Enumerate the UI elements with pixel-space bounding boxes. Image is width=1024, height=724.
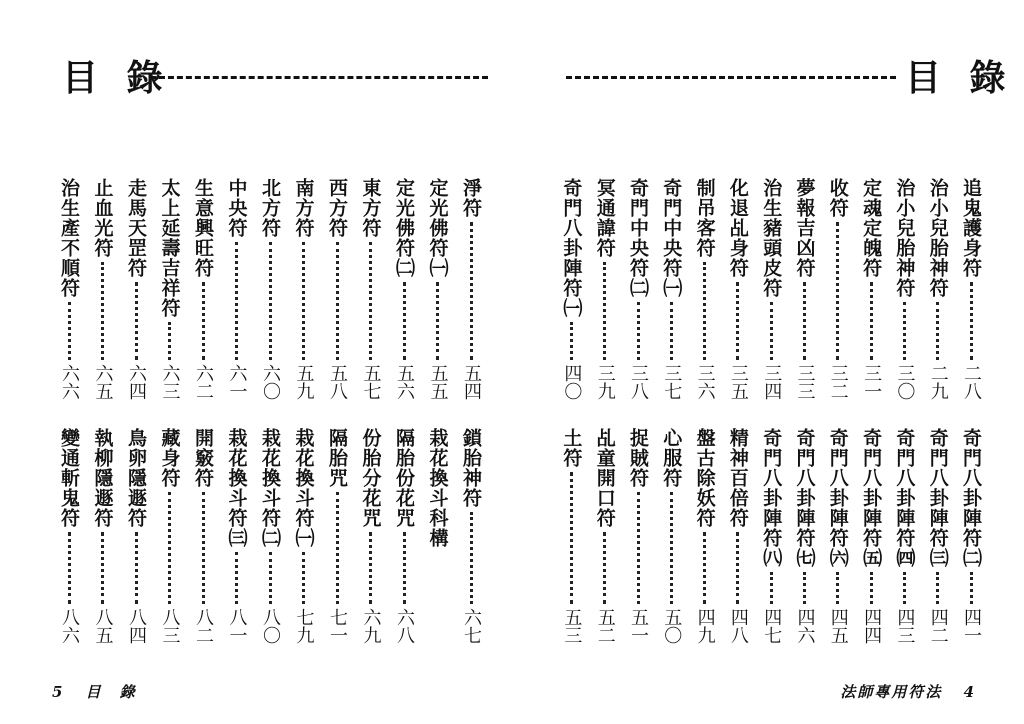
toc-entry-page: 四八 — [727, 608, 749, 644]
toc-dot-leader — [336, 492, 339, 604]
left-footer — [52, 681, 137, 702]
toc-entry — [890, 428, 918, 644]
toc-entry-title: 變通斬鬼符 — [58, 428, 80, 528]
toc-entry-title: 藏身符 — [158, 428, 181, 488]
toc-entry-title: 鎖胎神符 — [460, 428, 482, 508]
toc-entry-page: 五三 — [561, 608, 583, 644]
toc-entry-title: 栽花換斗科構 — [426, 428, 449, 548]
toc-entry-title: 隔胎份花咒 — [393, 428, 415, 528]
toc-entry-title: 執柳隱遯符 — [91, 428, 114, 528]
toc-entry — [791, 178, 819, 400]
toc-entry-title: 東方符 — [359, 178, 382, 238]
toc-entry — [189, 178, 217, 400]
toc-entry-title: 土符 — [560, 428, 583, 468]
toc-entry — [424, 178, 452, 400]
left-footer-label: 目 錄 — [85, 683, 137, 701]
toc-dot-leader — [168, 492, 171, 604]
toc-dot-leader — [436, 282, 439, 360]
toc-dot-leader — [101, 262, 104, 360]
toc-entry-title: 走馬天罡符 — [125, 178, 147, 278]
toc-entry — [957, 178, 985, 400]
toc-dot-leader — [903, 572, 906, 604]
toc-entry-page: 五二 — [594, 608, 616, 644]
toc-entry-page: 三七 — [661, 364, 683, 400]
toc-entry-page: 三三 — [794, 364, 816, 400]
toc-entry-page: 四一 — [961, 608, 982, 644]
toc-entry-page: 六〇 — [260, 364, 281, 400]
toc-entry — [957, 428, 985, 644]
toc-dot-leader — [836, 572, 839, 604]
toc-entry-title: 奇門八卦陣符㈣ — [893, 428, 916, 568]
toc-entry-title: 定光佛符㈠ — [426, 178, 449, 278]
right-page-heading: 目 錄 — [905, 57, 1014, 99]
toc-entry-page: 四七 — [761, 608, 783, 644]
toc-entry-title: 奇門八卦陣符㈦ — [793, 428, 816, 568]
toc-entry-title: 份胎分花咒 — [359, 428, 382, 528]
toc-entry-title: 太上延壽吉祥符 — [158, 178, 181, 318]
toc-entry — [624, 428, 652, 644]
toc-dot-leader — [637, 302, 640, 360]
toc-entry-title: 治生豬頭皮符 — [760, 178, 783, 298]
toc-dot-leader — [870, 282, 873, 360]
toc-entry-title: 追鬼護身符 — [960, 178, 982, 278]
toc-dot-leader — [703, 532, 706, 604]
toc-entry-page: 四三 — [894, 608, 916, 644]
toc-entry-title: 收符 — [826, 178, 849, 218]
toc-entry-title: 西方符 — [326, 178, 348, 238]
toc-entry-page: 二八 — [961, 364, 982, 400]
toc-dot-leader — [736, 532, 739, 604]
toc-dot-leader — [135, 532, 138, 604]
toc-entry — [624, 178, 652, 400]
toc-entry — [357, 428, 385, 644]
toc-entry-page: 五五 — [427, 364, 449, 400]
toc-dot-leader — [936, 302, 939, 360]
toc-entry-page: 六八 — [394, 608, 415, 644]
toc-entry-title: 中央符 — [225, 178, 248, 238]
toc-dot-leader — [68, 532, 71, 604]
toc-entry-title: 開竅符 — [192, 428, 214, 488]
toc-entry-page: 三八 — [628, 364, 649, 400]
toc-entry-page: 七九 — [293, 608, 315, 644]
toc-dot-leader — [870, 572, 873, 604]
toc-entry-title: 乩童開口符 — [593, 428, 616, 528]
toc-entry-title: 奇門八卦陣符㈤ — [860, 428, 883, 568]
toc-entry — [457, 428, 485, 644]
toc-entry-page: 二九 — [927, 364, 949, 400]
toc-dot-leader — [736, 282, 739, 360]
toc-entry-page: 八六 — [59, 608, 80, 644]
toc-dot-leader — [936, 572, 939, 604]
toc-dot-leader — [970, 572, 973, 604]
toc-entry-title: 奇門中央符㈠ — [660, 178, 683, 298]
right-heading-rule — [566, 76, 896, 79]
toc-entry — [857, 428, 885, 644]
right-footer-page-number: 4 — [963, 683, 976, 701]
toc-entry — [457, 178, 485, 400]
right-footer — [840, 681, 976, 702]
toc-entry-title: 奇門八卦陣符㈠ — [560, 178, 583, 318]
left-heading-rule — [150, 76, 488, 79]
toc-entry-title: 奇門中央符㈡ — [627, 178, 649, 298]
toc-entry — [323, 428, 351, 644]
toc-entry — [657, 178, 685, 400]
toc-dot-leader — [570, 322, 573, 360]
toc-entry — [757, 428, 785, 644]
toc-entry — [824, 428, 852, 644]
toc-entry-title: 治小兒胎神符 — [893, 178, 916, 298]
toc-entry-page: 三九 — [594, 364, 616, 400]
toc-entry-page: 八二 — [193, 608, 214, 644]
toc-entry — [724, 178, 752, 400]
toc-entry-page: 三〇 — [894, 364, 916, 400]
toc-dot-leader — [168, 322, 171, 360]
toc-entry — [290, 428, 318, 644]
toc-dot-leader — [770, 572, 773, 604]
toc-entry — [55, 428, 83, 644]
toc-entry-title: 奇門八卦陣符㈥ — [826, 428, 849, 568]
toc-entry — [390, 178, 418, 400]
toc-entry — [591, 428, 619, 644]
toc-entry-page: 六二 — [193, 364, 214, 400]
toc-entry-title: 南方符 — [292, 178, 315, 238]
toc-entry-title: 鳥卵隱遯符 — [125, 428, 147, 528]
toc-entry-title: 栽花換斗符㈡ — [259, 428, 281, 548]
toc-dot-leader — [403, 282, 406, 360]
toc-dot-leader — [135, 282, 138, 360]
toc-dot-leader — [369, 532, 372, 604]
toc-entry-page: 六三 — [159, 364, 181, 400]
toc-entry-page: 六九 — [360, 608, 382, 644]
toc-entry-page: 七一 — [327, 608, 348, 644]
toc-entry — [122, 178, 150, 400]
toc-entry-page: 三二 — [827, 364, 849, 400]
toc-dot-leader — [302, 552, 305, 604]
toc-dot-leader — [803, 572, 806, 604]
toc-entry-page: 五四 — [461, 364, 482, 400]
toc-dot-leader — [235, 552, 238, 604]
toc-entry-page: 八五 — [92, 608, 114, 644]
toc-entry — [691, 178, 719, 400]
toc-entry — [724, 428, 752, 644]
toc-entry-page: 六一 — [226, 364, 248, 400]
toc-entry — [924, 428, 952, 644]
toc-entry-page: 六六 — [59, 364, 80, 400]
toc-entry-page: 四〇 — [561, 364, 583, 400]
toc-entry-page: 五一 — [628, 608, 649, 644]
toc-dot-leader — [235, 242, 238, 360]
toc-dot-leader — [903, 302, 906, 360]
toc-entry-title: 栽花換斗符㈢ — [225, 428, 248, 548]
toc-entry-page: 三六 — [694, 364, 716, 400]
toc-dot-leader — [670, 492, 673, 604]
toc-entry-page: 四五 — [827, 608, 849, 644]
toc-entry-title: 盤古除妖符 — [693, 428, 716, 528]
toc-entry — [557, 178, 585, 400]
toc-entry-title: 定魂定魄符 — [860, 178, 883, 278]
toc-dot-leader — [570, 472, 573, 604]
toc-dot-leader — [470, 222, 473, 360]
toc-dot-leader — [403, 532, 406, 604]
toc-entry — [857, 178, 885, 400]
toc-dot-leader — [703, 262, 706, 360]
toc-entry-title: 奇門八卦陣符㈧ — [760, 428, 783, 568]
toc-entry-title: 治小兒胎神符 — [926, 178, 949, 298]
toc-entry — [189, 428, 217, 644]
toc-entry — [256, 178, 284, 400]
toc-entry-title: 制吊客符 — [693, 178, 716, 258]
toc-entry — [557, 428, 585, 644]
toc-entry-page: 四六 — [794, 608, 816, 644]
toc-entry-page: 八一 — [226, 608, 248, 644]
toc-entry-page: 三一 — [861, 364, 883, 400]
toc-entry-title: 奇門八卦陣符㈢ — [926, 428, 949, 568]
toc-entry-title: 夢報吉凶符 — [793, 178, 816, 278]
toc-dot-leader — [68, 302, 71, 360]
toc-entry — [89, 178, 117, 400]
toc-entry-page: 四四 — [861, 608, 883, 644]
toc-entry — [55, 178, 83, 400]
toc-entry-page: 六七 — [461, 608, 482, 644]
toc-entry-title: 隔胎咒 — [326, 428, 348, 488]
toc-entry — [290, 178, 318, 400]
toc-entry-page: 四二 — [927, 608, 949, 644]
toc-entry-title: 止血光符 — [91, 178, 114, 258]
toc-entry — [323, 178, 351, 400]
toc-entry-title: 治生產不順符 — [58, 178, 80, 298]
toc-entry-page: 三四 — [761, 364, 783, 400]
toc-entry — [256, 428, 284, 644]
toc-dot-leader — [101, 532, 104, 604]
toc-dot-leader — [269, 552, 272, 604]
toc-entry-page: 八〇 — [260, 608, 281, 644]
toc-dot-leader — [670, 302, 673, 360]
toc-entry-title: 栽花換斗符㈠ — [292, 428, 315, 548]
toc-entry — [890, 178, 918, 400]
toc-dot-leader — [202, 492, 205, 604]
toc-entry — [156, 428, 184, 644]
toc-entry-title: 心服符 — [660, 428, 683, 488]
toc-entry — [390, 428, 418, 644]
toc-entry-title: 奇門八卦陣符㈡ — [960, 428, 982, 568]
toc-entry-title: 冥通諱符 — [593, 178, 616, 258]
toc-dot-leader — [637, 492, 640, 604]
toc-entry-title: 北方符 — [259, 178, 281, 238]
toc-dot-leader — [836, 222, 839, 360]
toc-entry — [791, 428, 819, 644]
toc-dot-leader — [603, 262, 606, 360]
toc-entry — [156, 178, 184, 400]
toc-entry-title: 精神百倍符 — [726, 428, 749, 528]
toc-entry — [357, 178, 385, 400]
toc-dot-leader — [302, 242, 305, 360]
left-footer-page-number: 5 — [52, 683, 65, 701]
right-footer-label: 法師專用符法 — [840, 683, 943, 701]
toc-entry — [223, 428, 251, 644]
toc-entry — [824, 178, 852, 400]
toc-dot-leader — [369, 242, 372, 360]
toc-dot-leader — [603, 532, 606, 604]
toc-entry — [691, 428, 719, 644]
toc-entry — [424, 428, 452, 644]
toc-entry-title: 捉賊符 — [627, 428, 649, 488]
toc-entry — [591, 178, 619, 400]
toc-entry-page: 五六 — [394, 364, 415, 400]
toc-entry — [122, 428, 150, 644]
toc-entry-page: 五〇 — [661, 608, 683, 644]
toc-entry — [657, 428, 685, 644]
toc-entry — [757, 178, 785, 400]
toc-dot-leader — [770, 302, 773, 360]
toc-entry-title: 定光佛符㈡ — [393, 178, 415, 278]
toc-entry-page: 五八 — [327, 364, 348, 400]
toc-entry — [924, 178, 952, 400]
toc-entry-page: 三五 — [727, 364, 749, 400]
toc-entry-title: 淨符 — [460, 178, 482, 218]
toc-entry-page: 八四 — [126, 608, 147, 644]
toc-entry-page: 五七 — [360, 364, 382, 400]
toc-entry-title: 化退乩身符 — [726, 178, 749, 278]
toc-dot-leader — [202, 282, 205, 360]
toc-entry — [223, 178, 251, 400]
toc-entry-page: 八三 — [159, 608, 181, 644]
toc-entry-page: 五九 — [293, 364, 315, 400]
toc-dot-leader — [336, 242, 339, 360]
toc-dot-leader — [269, 242, 272, 360]
toc-dot-leader — [470, 512, 473, 604]
toc-entry-page: 六五 — [92, 364, 114, 400]
toc-entry-title: 生意興旺符 — [192, 178, 214, 278]
left-page-heading: 目 錄 — [62, 57, 171, 99]
toc-entry-page: 六四 — [126, 364, 147, 400]
toc-entry-page: 四九 — [694, 608, 716, 644]
toc-dot-leader — [803, 282, 806, 360]
toc-entry — [89, 428, 117, 644]
toc-dot-leader — [970, 282, 973, 360]
